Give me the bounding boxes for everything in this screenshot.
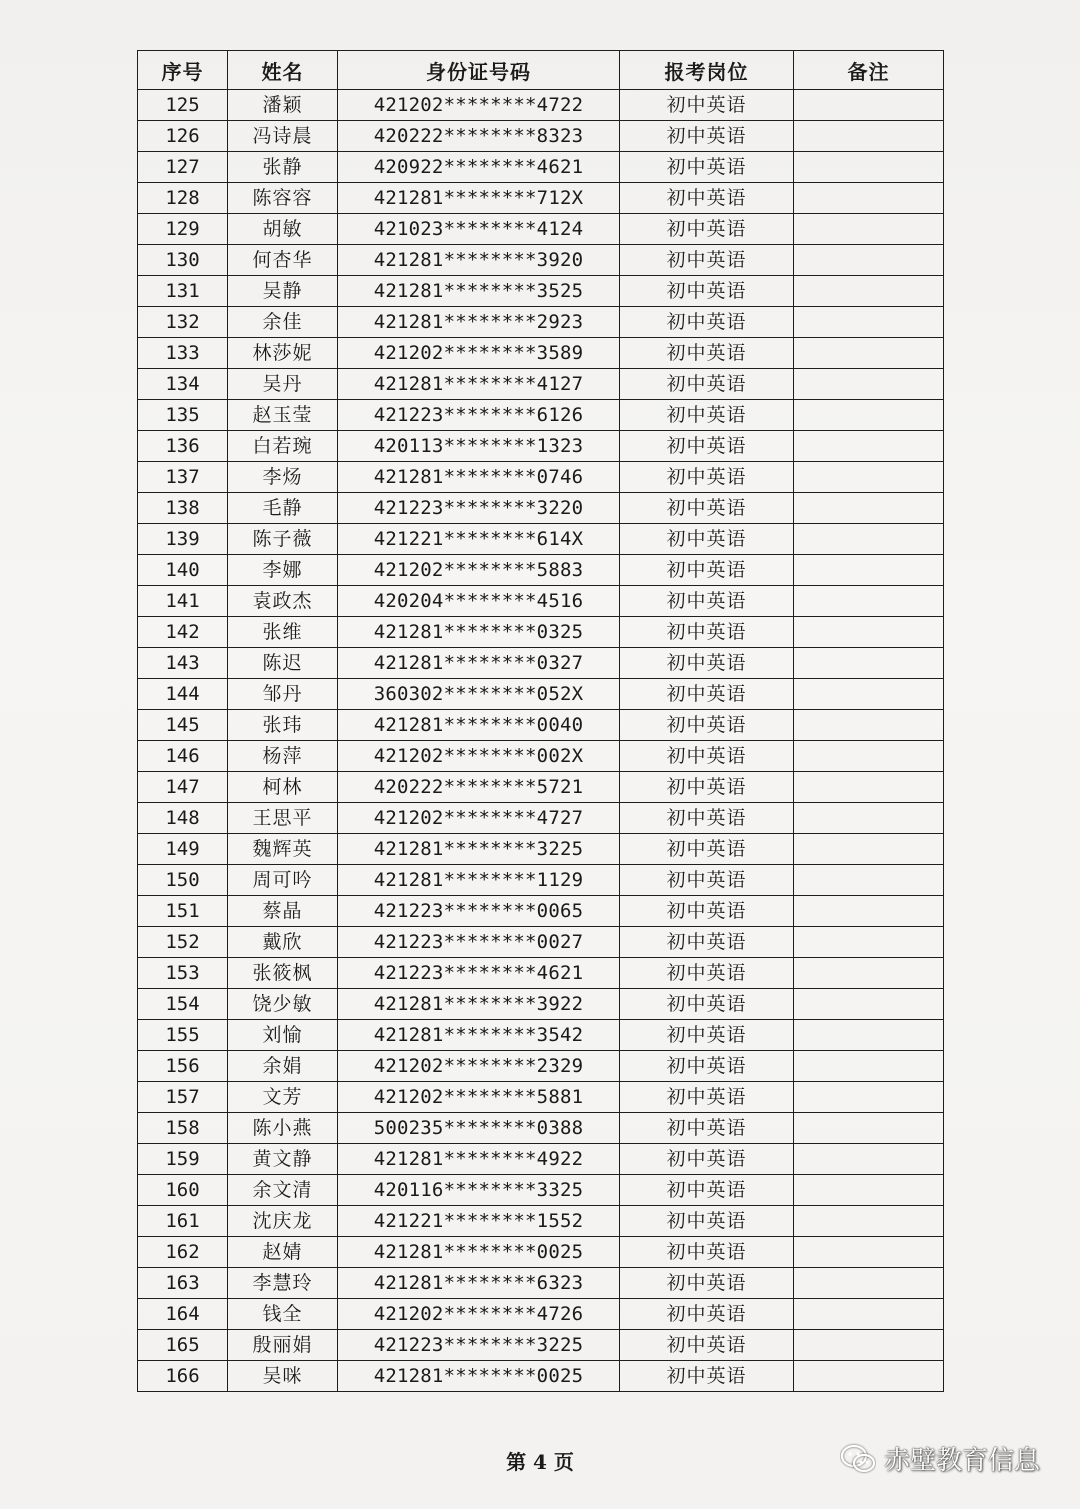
cell-remarks — [794, 679, 944, 710]
cell-position: 初中英语 — [620, 369, 794, 400]
cell-position: 初中英语 — [620, 679, 794, 710]
cell-remarks — [794, 1299, 944, 1330]
cell-position: 初中英语 — [620, 1361, 794, 1392]
cell-seq: 138 — [138, 493, 228, 524]
cell-id-number: 421281********0025 — [338, 1237, 620, 1268]
cell-position: 初中英语 — [620, 958, 794, 989]
table-row — [138, 462, 944, 493]
table-row — [138, 338, 944, 369]
cell-id-number: 421281********2923 — [338, 307, 620, 338]
cell-name: 杨萍 — [228, 741, 338, 772]
cell-seq: 135 — [138, 400, 228, 431]
cell-seq: 131 — [138, 276, 228, 307]
cell-position: 初中英语 — [620, 803, 794, 834]
cell-remarks — [794, 958, 944, 989]
cell-position: 初中英语 — [620, 586, 794, 617]
cell-position: 初中英语 — [620, 245, 794, 276]
table-row — [138, 586, 944, 617]
cell-name: 吴丹 — [228, 369, 338, 400]
cell-position: 初中英语 — [620, 493, 794, 524]
cell-id-number: 421202********4727 — [338, 803, 620, 834]
cell-name: 张维 — [228, 617, 338, 648]
header-position: 报考岗位 — [620, 51, 794, 90]
cell-name: 胡敏 — [228, 214, 338, 245]
cell-id-number: 420204********4516 — [338, 586, 620, 617]
table-row — [138, 1330, 944, 1361]
table-row — [138, 1361, 944, 1392]
cell-seq: 160 — [138, 1175, 228, 1206]
cell-seq: 161 — [138, 1206, 228, 1237]
cell-remarks — [794, 1268, 944, 1299]
cell-seq: 165 — [138, 1330, 228, 1361]
cell-name: 林莎妮 — [228, 338, 338, 369]
cell-position: 初中英语 — [620, 927, 794, 958]
table-row — [138, 741, 944, 772]
cell-id-number: 421281********0327 — [338, 648, 620, 679]
cell-position: 初中英语 — [620, 524, 794, 555]
cell-position: 初中英语 — [620, 1051, 794, 1082]
cell-seq: 141 — [138, 586, 228, 617]
watermark — [840, 1440, 1040, 1477]
cell-name: 余娟 — [228, 1051, 338, 1082]
table-row — [138, 1299, 944, 1330]
cell-seq: 154 — [138, 989, 228, 1020]
cell-name: 黄文静 — [228, 1144, 338, 1175]
cell-name: 周可吟 — [228, 865, 338, 896]
cell-remarks — [794, 307, 944, 338]
cell-position: 初中英语 — [620, 648, 794, 679]
wechat-icon — [840, 1443, 876, 1475]
cell-seq: 152 — [138, 927, 228, 958]
cell-id-number: 421281********3920 — [338, 245, 620, 276]
table-row — [138, 431, 944, 462]
cell-position: 初中英语 — [620, 710, 794, 741]
cell-name: 陈子薇 — [228, 524, 338, 555]
cell-position: 初中英语 — [620, 214, 794, 245]
cell-name: 魏辉英 — [228, 834, 338, 865]
cell-name: 钱全 — [228, 1299, 338, 1330]
table-row — [138, 1051, 944, 1082]
cell-name: 邹丹 — [228, 679, 338, 710]
cell-remarks — [794, 1175, 944, 1206]
cell-remarks — [794, 710, 944, 741]
cell-seq: 139 — [138, 524, 228, 555]
cell-position: 初中英语 — [620, 834, 794, 865]
cell-remarks — [794, 865, 944, 896]
cell-remarks — [794, 369, 944, 400]
cell-name: 袁政杰 — [228, 586, 338, 617]
cell-name: 冯诗晨 — [228, 121, 338, 152]
cell-id-number: 420922********4621 — [338, 152, 620, 183]
cell-name: 刘愉 — [228, 1020, 338, 1051]
cell-remarks — [794, 1020, 944, 1051]
cell-name: 张筱枫 — [228, 958, 338, 989]
cell-seq: 162 — [138, 1237, 228, 1268]
cell-position: 初中英语 — [620, 1020, 794, 1051]
cell-id-number: 421281********0025 — [338, 1361, 620, 1392]
cell-seq: 137 — [138, 462, 228, 493]
table-row — [138, 307, 944, 338]
cell-seq: 155 — [138, 1020, 228, 1051]
cell-id-number: 421202********4726 — [338, 1299, 620, 1330]
table-row — [138, 121, 944, 152]
cell-id-number: 421223********0065 — [338, 896, 620, 927]
cell-remarks — [794, 152, 944, 183]
cell-remarks — [794, 276, 944, 307]
cell-remarks — [794, 493, 944, 524]
table-row — [138, 1082, 944, 1113]
cell-seq: 140 — [138, 555, 228, 586]
cell-seq: 151 — [138, 896, 228, 927]
cell-remarks — [794, 1361, 944, 1392]
cell-id-number: 420222********5721 — [338, 772, 620, 803]
cell-position: 初中英语 — [620, 555, 794, 586]
cell-seq: 147 — [138, 772, 228, 803]
cell-position: 初中英语 — [620, 1206, 794, 1237]
cell-remarks — [794, 648, 944, 679]
cell-seq: 149 — [138, 834, 228, 865]
table-row — [138, 524, 944, 555]
cell-name: 潘颖 — [228, 90, 338, 121]
table-row — [138, 369, 944, 400]
cell-seq: 144 — [138, 679, 228, 710]
cell-seq: 156 — [138, 1051, 228, 1082]
cell-name: 何杏华 — [228, 245, 338, 276]
table-row — [138, 679, 944, 710]
cell-position: 初中英语 — [620, 121, 794, 152]
cell-seq: 146 — [138, 741, 228, 772]
cell-name: 柯林 — [228, 772, 338, 803]
cell-name: 文芳 — [228, 1082, 338, 1113]
cell-remarks — [794, 896, 944, 927]
cell-id-number: 421281********3225 — [338, 834, 620, 865]
cell-id-number: 421281********0040 — [338, 710, 620, 741]
cell-seq: 133 — [138, 338, 228, 369]
table-row — [138, 1237, 944, 1268]
table-row — [138, 865, 944, 896]
cell-id-number: 421202********002X — [338, 741, 620, 772]
cell-seq: 164 — [138, 1299, 228, 1330]
cell-name: 陈容容 — [228, 183, 338, 214]
cell-remarks — [794, 121, 944, 152]
cell-name: 沈庆龙 — [228, 1206, 338, 1237]
cell-name: 张静 — [228, 152, 338, 183]
cell-remarks — [794, 1330, 944, 1361]
cell-position: 初中英语 — [620, 1113, 794, 1144]
cell-position: 初中英语 — [620, 896, 794, 927]
cell-id-number: 421281********3922 — [338, 989, 620, 1020]
cell-seq: 158 — [138, 1113, 228, 1144]
cell-remarks — [794, 1051, 944, 1082]
cell-id-number: 421281********1129 — [338, 865, 620, 896]
candidate-table — [137, 50, 944, 1392]
table-row — [138, 772, 944, 803]
cell-seq: 128 — [138, 183, 228, 214]
cell-id-number: 421281********0746 — [338, 462, 620, 493]
table-row — [138, 152, 944, 183]
cell-seq: 129 — [138, 214, 228, 245]
cell-seq: 153 — [138, 958, 228, 989]
cell-id-number: 421202********3589 — [338, 338, 620, 369]
cell-remarks — [794, 555, 944, 586]
cell-remarks — [794, 462, 944, 493]
table-body — [138, 90, 944, 1392]
table-row — [138, 927, 944, 958]
cell-remarks — [794, 617, 944, 648]
cell-remarks — [794, 1113, 944, 1144]
cell-remarks — [794, 834, 944, 865]
cell-position: 初中英语 — [620, 152, 794, 183]
cell-seq: 126 — [138, 121, 228, 152]
cell-remarks — [794, 431, 944, 462]
cell-remarks — [794, 1144, 944, 1175]
cell-position: 初中英语 — [620, 276, 794, 307]
cell-remarks — [794, 90, 944, 121]
cell-seq: 132 — [138, 307, 228, 338]
table-row — [138, 493, 944, 524]
cell-seq: 127 — [138, 152, 228, 183]
cell-name: 蔡晶 — [228, 896, 338, 927]
cell-name: 戴欣 — [228, 927, 338, 958]
cell-name: 殷丽娟 — [228, 1330, 338, 1361]
cell-name: 吴静 — [228, 276, 338, 307]
table-header-row — [138, 51, 944, 90]
table-row — [138, 555, 944, 586]
cell-remarks — [794, 772, 944, 803]
cell-id-number: 420222********8323 — [338, 121, 620, 152]
table-row — [138, 803, 944, 834]
cell-id-number: 500235********0388 — [338, 1113, 620, 1144]
cell-name: 吴咪 — [228, 1361, 338, 1392]
cell-name: 余文清 — [228, 1175, 338, 1206]
cell-remarks — [794, 989, 944, 1020]
cell-position: 初中英语 — [620, 1237, 794, 1268]
cell-remarks — [794, 183, 944, 214]
cell-position: 初中英语 — [620, 741, 794, 772]
cell-id-number: 421223********4621 — [338, 958, 620, 989]
table-row — [138, 1206, 944, 1237]
cell-position: 初中英语 — [620, 1268, 794, 1299]
cell-remarks — [794, 1082, 944, 1113]
cell-position: 初中英语 — [620, 1175, 794, 1206]
table-row — [138, 1268, 944, 1299]
cell-seq: 159 — [138, 1144, 228, 1175]
cell-id-number: 421281********6323 — [338, 1268, 620, 1299]
header-seq: 序号 — [138, 51, 228, 90]
table-row — [138, 1144, 944, 1175]
cell-seq: 130 — [138, 245, 228, 276]
cell-remarks — [794, 803, 944, 834]
cell-id-number: 421202********2329 — [338, 1051, 620, 1082]
cell-position: 初中英语 — [620, 772, 794, 803]
cell-seq: 134 — [138, 369, 228, 400]
cell-seq: 136 — [138, 431, 228, 462]
cell-name: 王思平 — [228, 803, 338, 834]
cell-seq: 125 — [138, 90, 228, 121]
cell-seq: 166 — [138, 1361, 228, 1392]
table-row — [138, 989, 944, 1020]
cell-id-number: 421202********4722 — [338, 90, 620, 121]
cell-name: 李慧玲 — [228, 1268, 338, 1299]
page-number: 第 4 页 — [506, 1450, 574, 1474]
cell-remarks — [794, 214, 944, 245]
cell-position: 初中英语 — [620, 307, 794, 338]
table-row — [138, 710, 944, 741]
cell-id-number: 421223********0027 — [338, 927, 620, 958]
table-row — [138, 1020, 944, 1051]
table-row — [138, 214, 944, 245]
cell-seq: 163 — [138, 1268, 228, 1299]
cell-name: 陈小燕 — [228, 1113, 338, 1144]
cell-name: 李娜 — [228, 555, 338, 586]
cell-id-number: 420113********1323 — [338, 431, 620, 462]
cell-position: 初中英语 — [620, 1330, 794, 1361]
cell-name: 白若琬 — [228, 431, 338, 462]
cell-name: 毛静 — [228, 493, 338, 524]
cell-id-number: 421202********5883 — [338, 555, 620, 586]
table-row — [138, 400, 944, 431]
cell-remarks — [794, 400, 944, 431]
header-name: 姓名 — [228, 51, 338, 90]
cell-position: 初中英语 — [620, 90, 794, 121]
cell-seq: 145 — [138, 710, 228, 741]
cell-id-number: 420116********3325 — [338, 1175, 620, 1206]
cell-remarks — [794, 1206, 944, 1237]
table-row — [138, 245, 944, 276]
cell-name: 李炀 — [228, 462, 338, 493]
cell-position: 初中英语 — [620, 1082, 794, 1113]
cell-id-number: 421223********6126 — [338, 400, 620, 431]
table-row — [138, 1175, 944, 1206]
cell-seq: 143 — [138, 648, 228, 679]
cell-id-number: 421281********712X — [338, 183, 620, 214]
cell-position: 初中英语 — [620, 617, 794, 648]
table-row — [138, 183, 944, 214]
cell-position: 初中英语 — [620, 1144, 794, 1175]
table-row — [138, 276, 944, 307]
cell-id-number: 421221********614X — [338, 524, 620, 555]
table-row — [138, 896, 944, 927]
cell-name: 张玮 — [228, 710, 338, 741]
cell-seq: 142 — [138, 617, 228, 648]
table-row — [138, 1113, 944, 1144]
cell-id-number: 421202********5881 — [338, 1082, 620, 1113]
cell-id-number: 421281********3525 — [338, 276, 620, 307]
header-remarks: 备注 — [794, 51, 944, 90]
cell-remarks — [794, 524, 944, 555]
cell-position: 初中英语 — [620, 183, 794, 214]
cell-name: 陈迟 — [228, 648, 338, 679]
table-row — [138, 958, 944, 989]
cell-position: 初中英语 — [620, 989, 794, 1020]
cell-position: 初中英语 — [620, 1299, 794, 1330]
cell-id-number: 421281********4127 — [338, 369, 620, 400]
cell-id-number: 421281********4922 — [338, 1144, 620, 1175]
cell-remarks — [794, 927, 944, 958]
cell-position: 初中英语 — [620, 431, 794, 462]
cell-name: 赵玉莹 — [228, 400, 338, 431]
cell-remarks — [794, 741, 944, 772]
cell-position: 初中英语 — [620, 400, 794, 431]
cell-position: 初中英语 — [620, 462, 794, 493]
table-row — [138, 834, 944, 865]
cell-id-number: 421223********3220 — [338, 493, 620, 524]
cell-position: 初中英语 — [620, 338, 794, 369]
table-row — [138, 90, 944, 121]
cell-id-number: 421281********0325 — [338, 617, 620, 648]
cell-name: 余佳 — [228, 307, 338, 338]
cell-id-number: 421223********3225 — [338, 1330, 620, 1361]
header-id-number: 身份证号码 — [338, 51, 620, 90]
cell-name: 饶少敏 — [228, 989, 338, 1020]
cell-seq: 148 — [138, 803, 228, 834]
cell-id-number: 360302********052X — [338, 679, 620, 710]
cell-seq: 150 — [138, 865, 228, 896]
cell-seq: 157 — [138, 1082, 228, 1113]
cell-id-number: 421221********1552 — [338, 1206, 620, 1237]
watermark-text: 赤壁教育信息 — [884, 1446, 1041, 1476]
table-row — [138, 648, 944, 679]
cell-id-number: 421281********3542 — [338, 1020, 620, 1051]
cell-remarks — [794, 245, 944, 276]
cell-position: 初中英语 — [620, 865, 794, 896]
cell-remarks — [794, 1237, 944, 1268]
table-row — [138, 617, 944, 648]
cell-name: 赵婧 — [228, 1237, 338, 1268]
cell-id-number: 421023********4124 — [338, 214, 620, 245]
cell-remarks — [794, 586, 944, 617]
cell-remarks — [794, 338, 944, 369]
